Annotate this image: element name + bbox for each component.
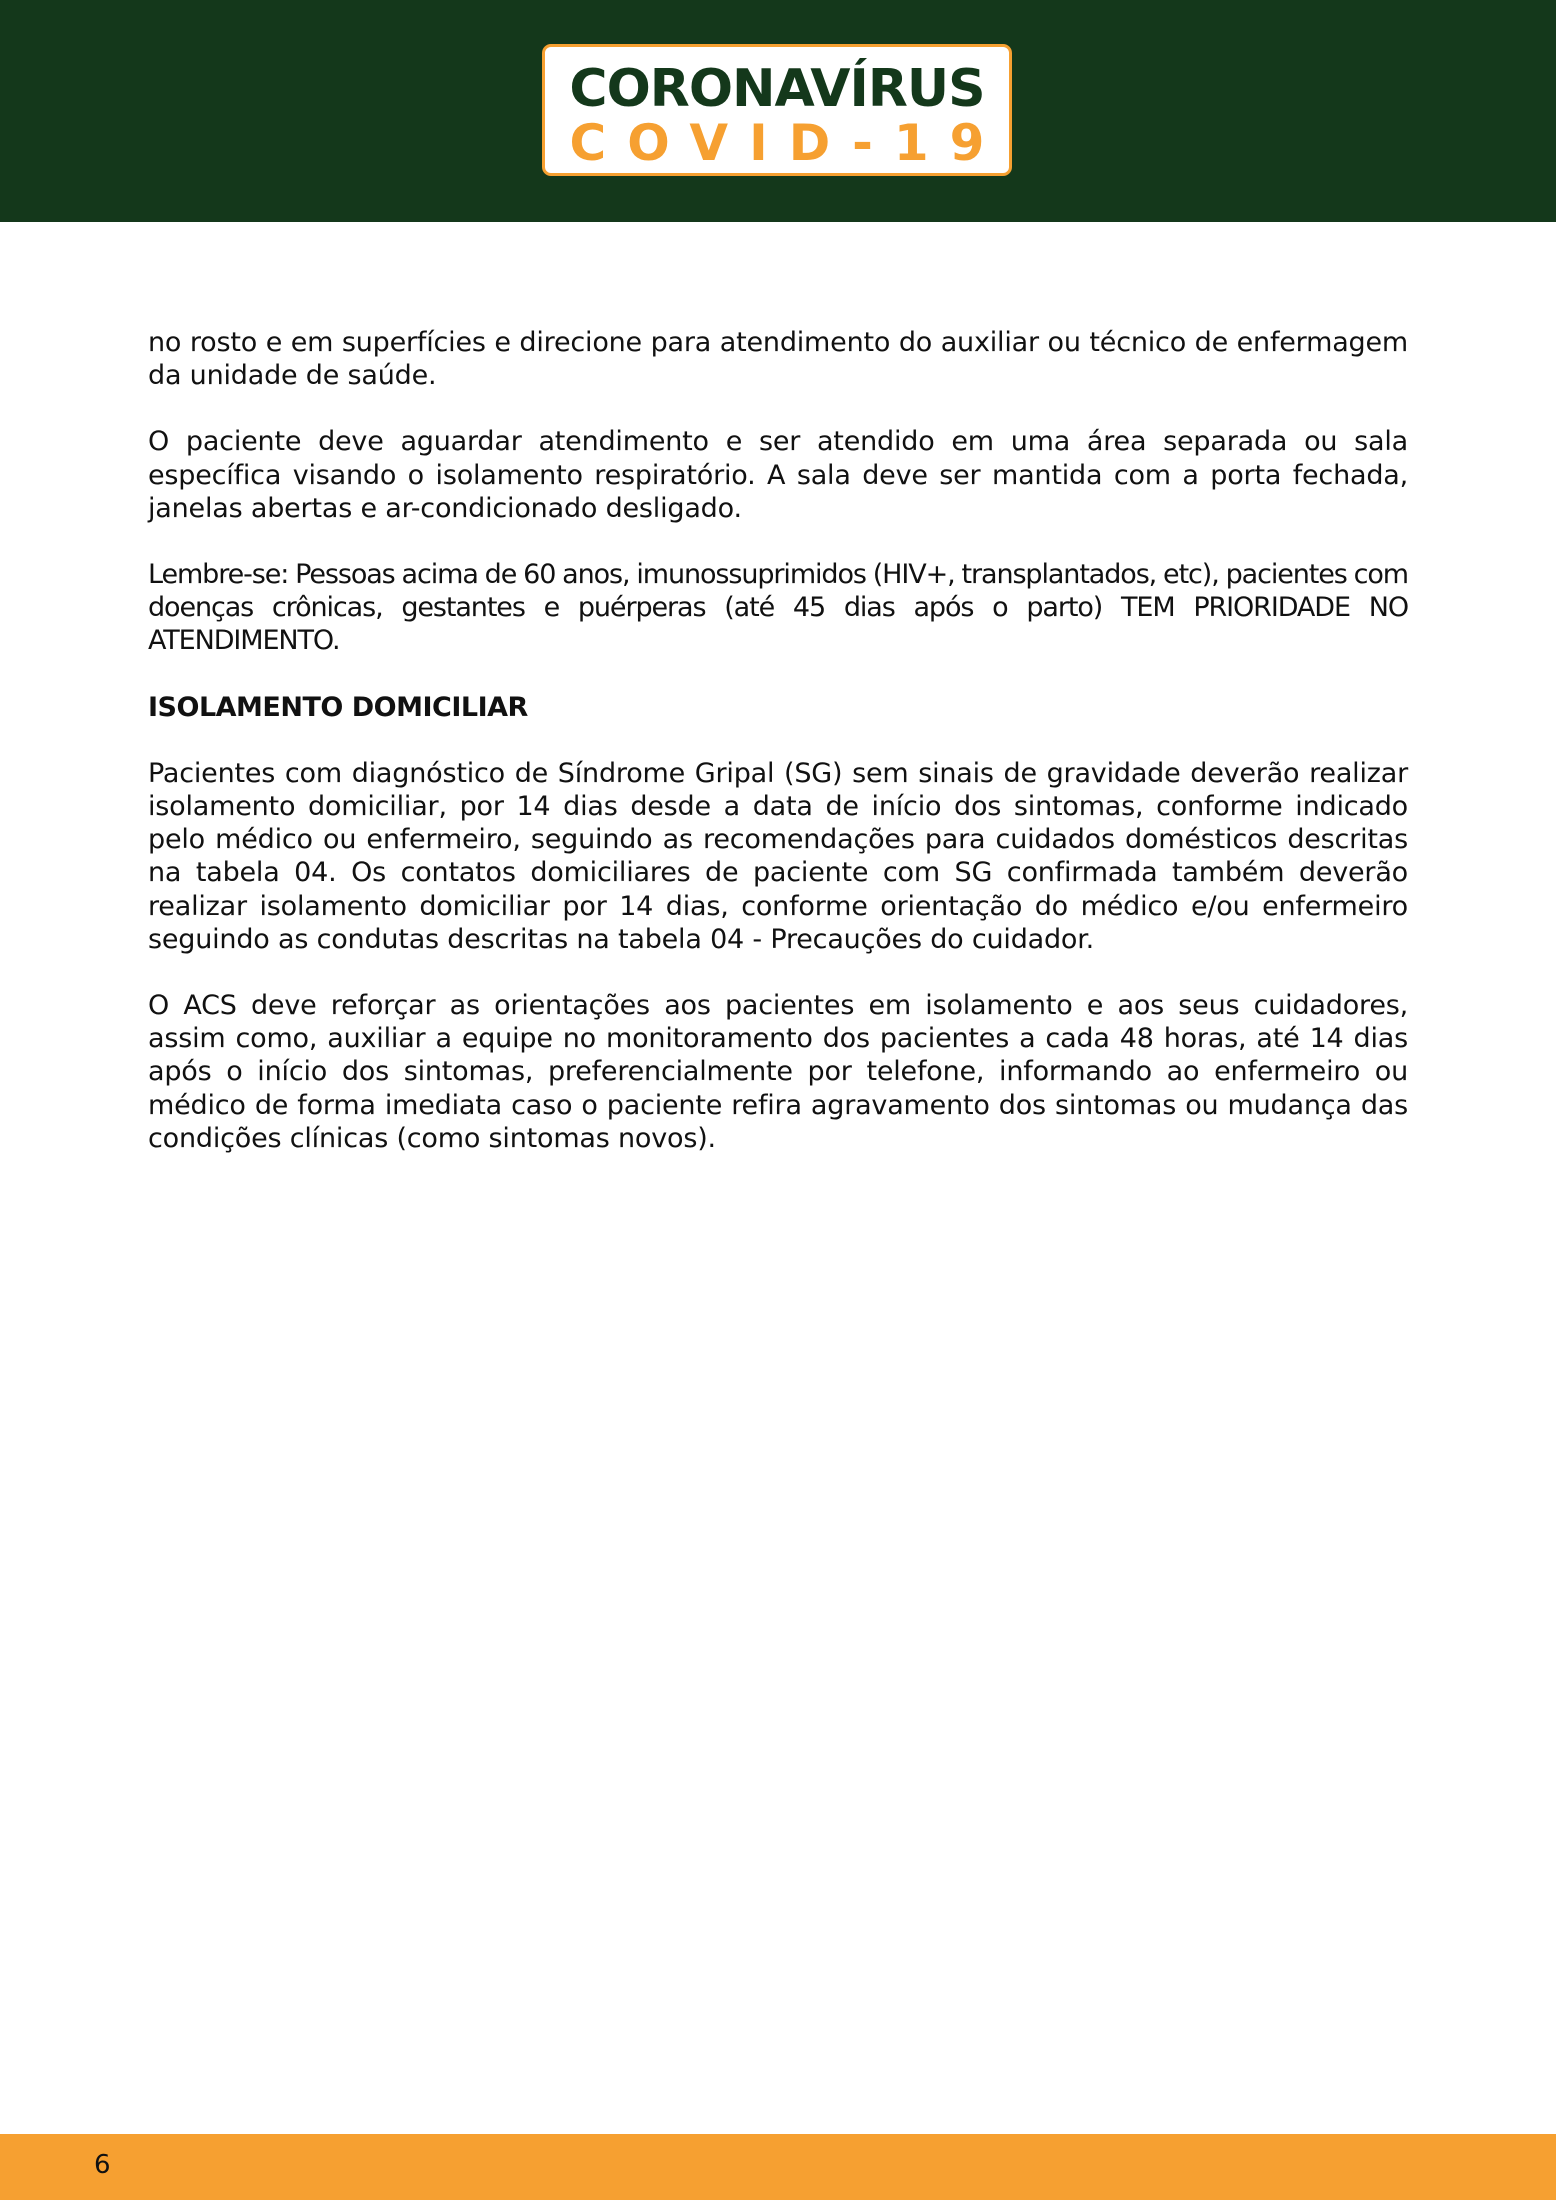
header-band [0, 0, 1556, 222]
section-heading: ISOLAMENTO DOMICILIAR [148, 691, 528, 723]
footer-band [0, 2134, 1556, 2200]
paragraph-waiting-area: O paciente deve aguardar atendimento e ser atendido em uma área separada ou sala específica visando o isolamento respiratório. A sala deve ser mantida com a porta fechada, janelas abertas e ar-condicionado desligado. [148, 426, 1408, 524]
paragraph-acs-monitoring: O ACS deve reforçar as orientações aos pacientes em isolamento e aos seus cuidadores, assim como, auxiliar a equipe no monitoramento dos pacientes a cada 48 horas, até 14 dias após o início dos sintomas, preferencialmente por telefone, informando ao enfermeiro ou médico de forma imediata caso o paciente refira agravamento dos sintomas ou mudança das condições clínicas (como sintomas novos). [148, 990, 1408, 1154]
paragraph-home-isolation: Pacientes com diagnóstico de Síndrome Gripal (SG) sem sinais de gravidade deverão realizar isolamento domiciliar, por 14 dias desde a data de início dos sintomas, conforme indicado pelo médico ou enfermeiro, seguindo as recomendações para cuidados domésticos descritas na tabela 04. Os contatos domiciliares de paciente com SG confirmada também deverão realizar isolamento domiciliar por 14 dias, conforme orientação do médico e/ou enfermeiro seguindo as condutas descritas na tabela 04 - Precauções do cuidador. [148, 757, 1408, 955]
paragraph-priority-reminder: Lembre-se: Pessoas acima de 60 anos, imunossuprimidos (HIV+, transplantados, etc), pacientes com doenças crônicas, gestantes e puérperas (até 45 dias após o parto) TEM PRIORIDADE NO ATENDIMENTO. [148, 559, 1408, 657]
page-content [148, 326, 1408, 1188]
coronavirus-logo [542, 44, 1012, 176]
logo-subtitle: COVID-19 [569, 114, 1006, 172]
paragraph-continuation: no rosto e em superfícies e direcione para atendimento do auxiliar ou técnico de enfermagem da unidade de saúde. [148, 327, 1408, 392]
logo-title: CORONAVÍRUS [569, 59, 985, 119]
page-number: 6 [94, 2150, 111, 2180]
